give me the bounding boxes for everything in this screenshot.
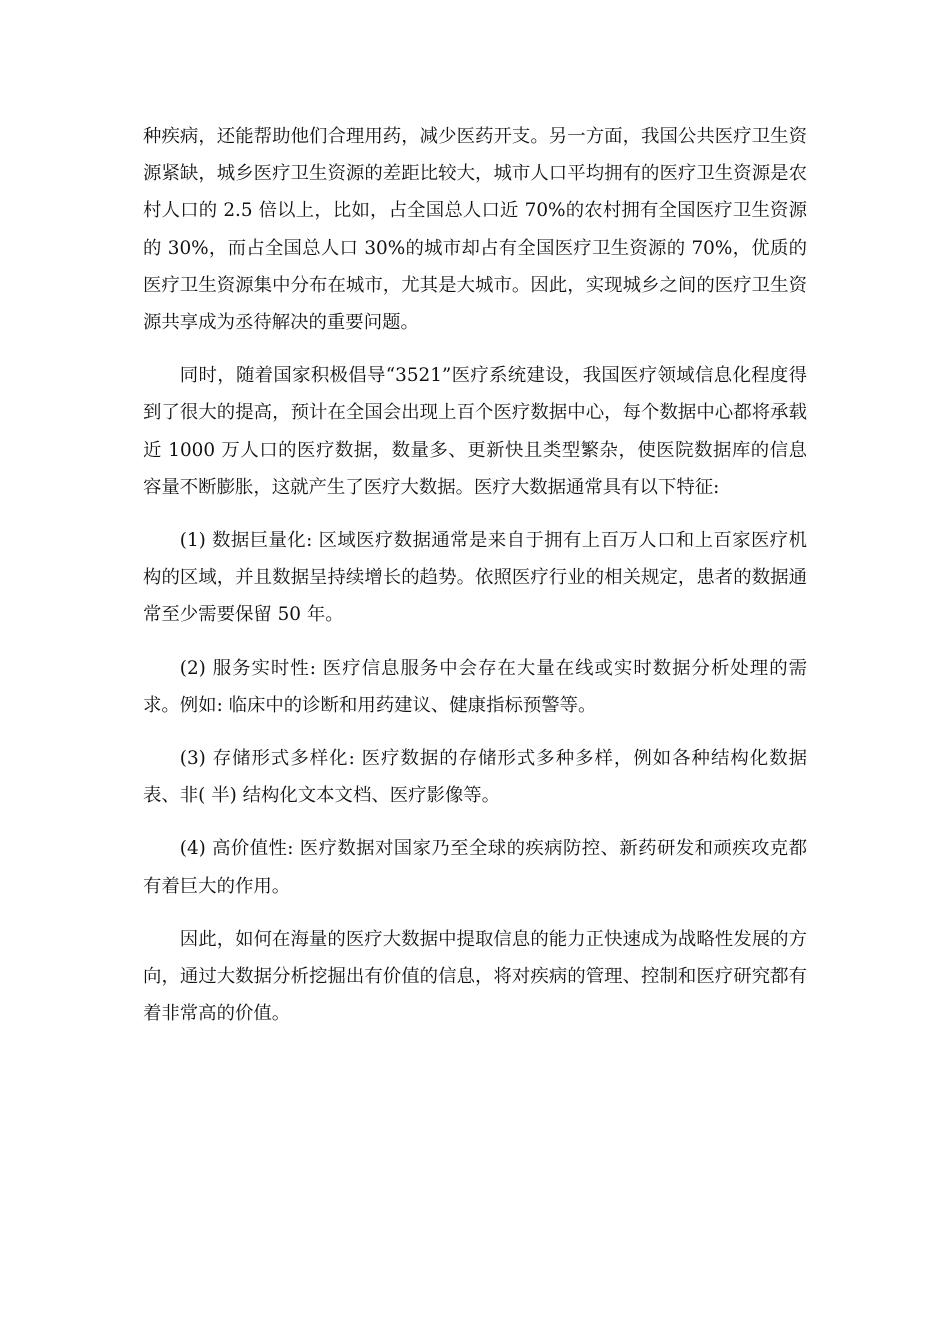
list-item-high-value: (4) 高价值性: 医疗数据对国家乃至全球的疾病防控、新药研发和顽疾攻克都有着巨大的作用。	[143, 838, 807, 897]
paragraph-continuation: 种疾病，还能帮助他们合理用药，减少医药开支。另一方面，我国公共医疗卫生资源紧缺，城乡医疗卫生资源的差距比较大，城市人口平均拥有的医疗卫生资源是农村人口的 2.5 倍以上，比如，占全国总人口近 70%的农村拥有全国医疗卫生资源的 30%，而占全国总人口 30%的城市却占有全国医疗卫生资源的 70%，优质的医疗卫生资源集中分布在城市，尤其是大城市。因此，实现城乡之间的医疗卫生资源共享成为丞待解决的重要问题。	[143, 126, 807, 334]
paragraph-conclusion: 因此，如何在海量的医疗大数据中提取信息的能力正快速成为战略性发展的方向，通过大数据分析挖掘出有价值的信息，将对疾病的管理、控制和医疗研究都有着非常高的价值。	[143, 928, 807, 1025]
list-item-real-time: (2) 服务实时性: 医疗信息服务中会存在大量在线或实时数据分析处理的需求。例如: 临床中的诊断和用药建议、健康指标预警等。	[143, 657, 807, 716]
list-item-data-volume: (1) 数据巨量化: 区域医疗数据通常是来自于拥有上百万人口和上百家医疗机构的区域，并且数据呈持续增长的趋势。依照医疗行业的相关规定，患者的数据通常至少需要保留 50 年。	[143, 530, 807, 626]
list-item-storage-forms: (3) 存储形式多样化: 医疗数据的存储形式多种多样，例如各种结构化数据表、非( 半) 结构化文本文档、医疗影像等。	[143, 748, 807, 807]
paragraph-3521-system: 同时，随着国家积极倡导“3521”医疗系统建设，我国医疗领域信息化程度得到了很大的提高，预计在全国会出现上百个医疗数据中心，每个数据中心都将承载近 1000 万人口的医疗数据，数量多、更新快且类型繁杂，使医院数据库的信息容量不断膨胀，这就产生了医疗大数据。医疗大数据通常具有以下特征:	[143, 365, 807, 498]
document-page	[143, 118, 807, 1048]
